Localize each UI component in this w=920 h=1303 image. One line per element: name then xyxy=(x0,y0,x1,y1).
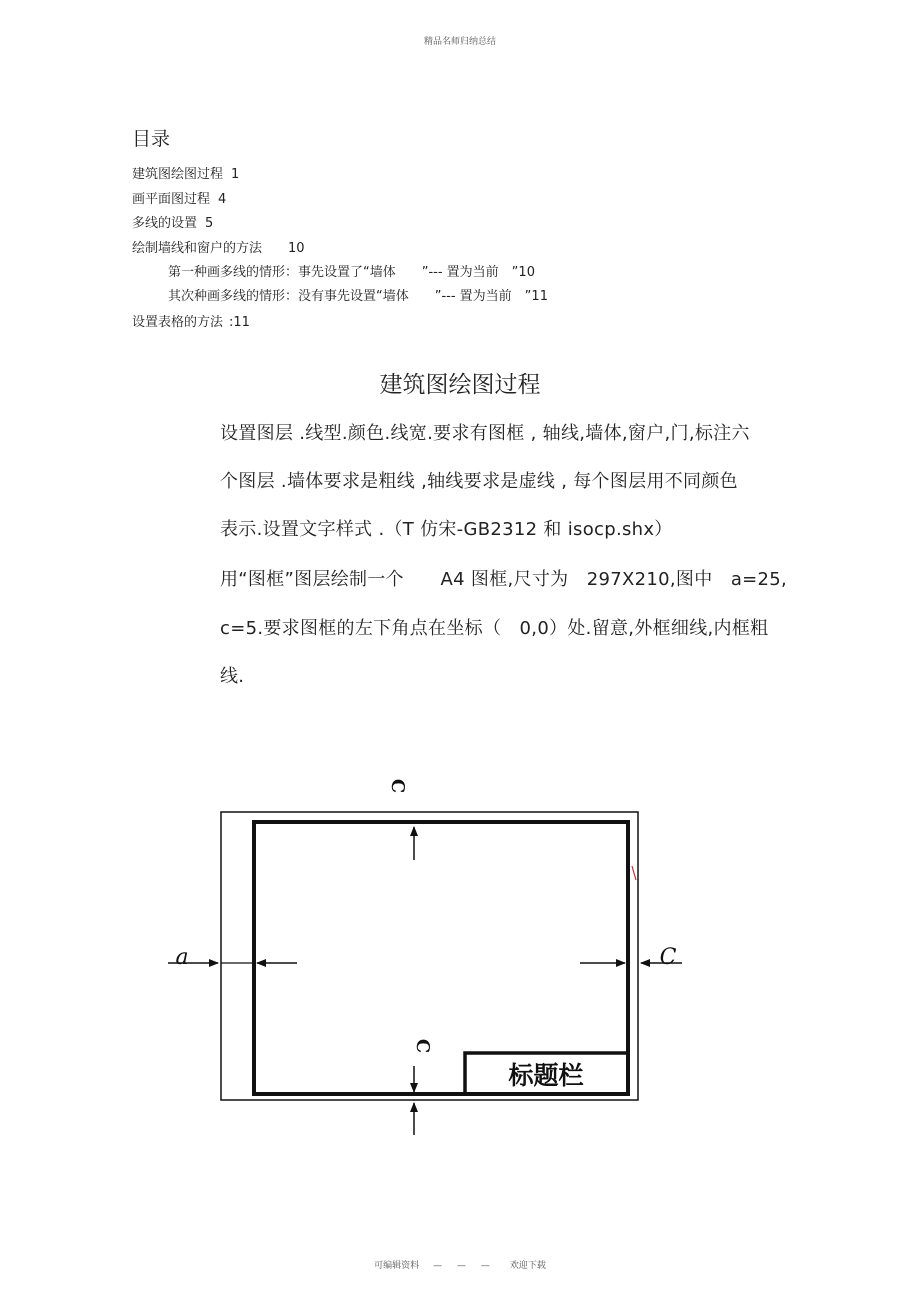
body-text-line: 个图层 .墙体要求是粗线 ,轴线要求是虚线 , 每个图层用不同颜色 xyxy=(220,471,738,492)
toc-item[interactable] xyxy=(132,311,250,330)
toc-item[interactable] xyxy=(168,285,548,304)
body-text-line: 用“图框”图层绘制一个 A4 图框,尺寸为 297X210,图中 a=25, xyxy=(220,569,788,590)
toc-item[interactable] xyxy=(168,261,535,280)
toc-item-label: 其次种画多线的情形：没有事先设置“墙体 ”--- 置为当前 ” xyxy=(168,289,532,304)
toc-item-page: 4 xyxy=(218,192,227,207)
body-text-line: 线. xyxy=(220,666,245,687)
toc-item-label: 绘制墙线和窗户的方法 xyxy=(132,241,263,256)
page-footer xyxy=(0,1258,920,1271)
toc-item-page: 1 xyxy=(231,167,240,182)
toc-item-page: 10 xyxy=(518,265,535,280)
footer-left: 可编辑资料 xyxy=(374,1261,420,1271)
right-c-label: C xyxy=(659,945,677,970)
toc-item-label: 第一种画多线的情形：事先设置了“墙体 ”--- 置为当前 ” xyxy=(168,265,519,280)
body-text-line: 设置图层 .线型.颜色.线宽.要求有图框 , 轴线,墙体,窗户,门,标注六 xyxy=(220,423,750,444)
toc-item-label: 建筑图绘图过程 xyxy=(132,167,224,182)
footer-dashes: — — — xyxy=(433,1261,496,1271)
toc-title: 目录 xyxy=(132,128,171,150)
toc-item-label: 设置表格的方法 xyxy=(132,315,224,330)
toc-item[interactable] xyxy=(132,237,305,256)
outer-frame-thin xyxy=(221,812,638,1100)
top-c-label: C xyxy=(387,778,408,794)
body-text-line: 表示.设置文字样式 .（T 仿宋-GB2312 和 isocp.shx） xyxy=(220,519,673,540)
title-block-label: 标题栏 xyxy=(508,1061,584,1090)
toc-item-label: 多线的设置 xyxy=(132,216,198,231)
body-text-line: c=5.要求图框的左下角点在坐标（ 0,0）处.留意,外框细线,内框粗 xyxy=(220,618,769,639)
left-a-label: a xyxy=(175,945,189,970)
section-title: 建筑图绘图过程 xyxy=(379,372,541,398)
toc-item-page: 5 xyxy=(205,216,214,231)
toc-item-page: 11 xyxy=(531,289,548,304)
red-tick-mark xyxy=(632,866,636,880)
toc-item[interactable] xyxy=(132,212,213,231)
toc-item-page: 10 xyxy=(288,241,305,256)
page-header: 精品名师归纳总结 xyxy=(423,37,496,47)
toc-item[interactable] xyxy=(132,188,226,207)
toc-item[interactable] xyxy=(132,163,239,182)
frame-diagram xyxy=(160,770,700,1140)
toc-item-label: 画平面图过程 xyxy=(132,192,211,207)
footer-right: 欢迎下载 xyxy=(509,1261,546,1271)
toc-item-page: :11 xyxy=(229,315,250,330)
bottom-c-label: C xyxy=(412,1038,433,1054)
